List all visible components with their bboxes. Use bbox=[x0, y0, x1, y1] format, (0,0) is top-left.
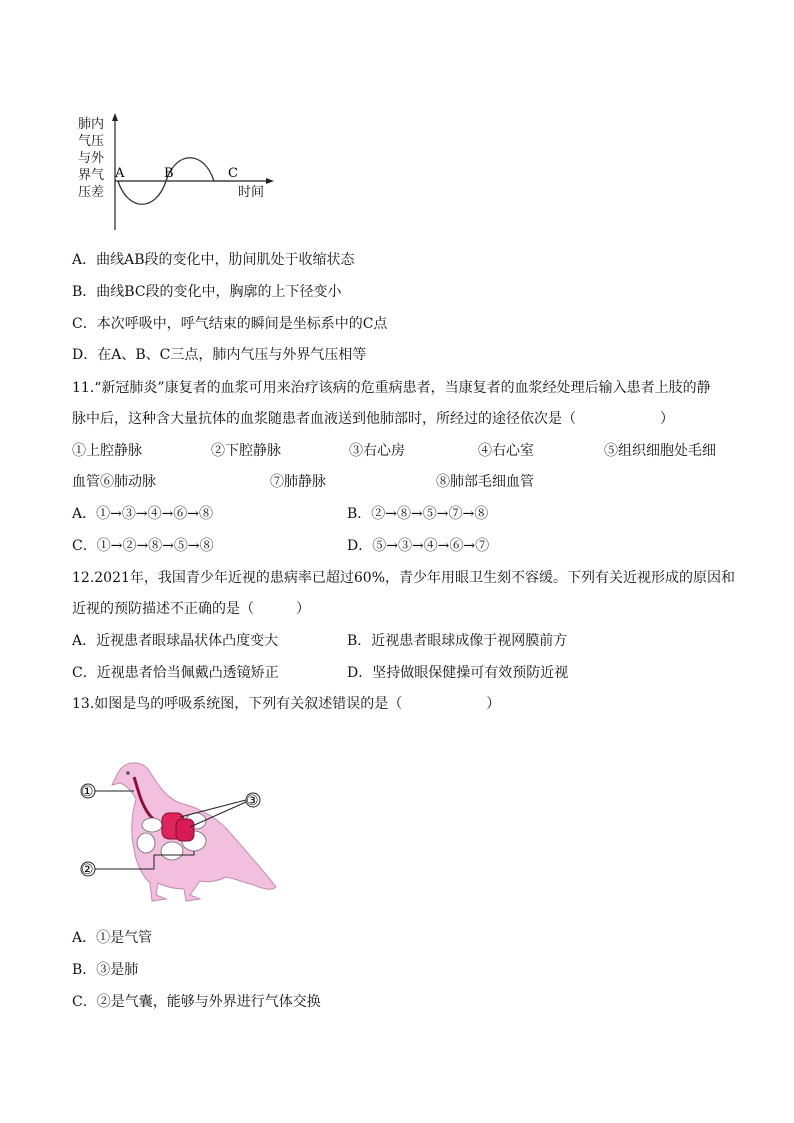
bird-eye bbox=[126, 771, 130, 775]
graph-ylabel-line: 压差 bbox=[77, 185, 104, 200]
q11-item: ⑦肺静脉 bbox=[270, 474, 326, 490]
graph-ylabel-line: 气压 bbox=[77, 134, 104, 149]
y-axis-arrow bbox=[112, 113, 118, 121]
label-1: ① bbox=[81, 784, 94, 800]
q11-item: ④右心室 bbox=[478, 443, 534, 459]
lung bbox=[176, 819, 194, 841]
q12-stem-line1: 12.2021年，我国青少年近视的患病率已超过60%，青少年用眼卫生刻不容缓。下列有关近视形成的原因和 bbox=[72, 570, 736, 586]
q11-option-b: B．②→⑧→⑤→⑦→⑧ bbox=[347, 506, 489, 522]
q11-stem-line2: 脉中后，这种含大量抗体的血浆随患者血液送到他肺部时，所经过的途径依次是（ ） bbox=[72, 411, 674, 427]
q13-option-c: C．②是气囊，能够与外界进行气体交换 bbox=[72, 994, 321, 1010]
point-label-c: C bbox=[228, 166, 238, 181]
q11-item: ②下腔静脉 bbox=[211, 443, 281, 459]
graph-ylabel-line: 肺内 bbox=[77, 117, 104, 132]
q10-option-c: C．本次呼吸中，呼气结束的瞬间是坐标系中的C点 bbox=[72, 316, 388, 332]
q11-option-c: C．①→②→⑧→⑤→⑧ bbox=[72, 538, 214, 554]
q12-stem-line2: 近视的预防描述不正确的是（ ） bbox=[72, 601, 310, 617]
q11-stem-line1: 11.“新冠肺炎”康复者的血浆可用来治疗该病的危重病患者，当康复者的血浆经处理后输入患者上肢的静 bbox=[72, 380, 711, 396]
graph-plot bbox=[110, 112, 278, 232]
air-sac bbox=[161, 842, 183, 860]
q11-item: 血管⑥肺动脉 bbox=[72, 474, 156, 490]
point-label-a: A bbox=[115, 166, 125, 181]
q10-option-a: A．曲线AB段的变化中，肋间肌处于收缩状态 bbox=[72, 252, 355, 268]
air-sac bbox=[137, 833, 155, 853]
q13-option-a: A．①是气管 bbox=[72, 930, 153, 946]
graph-xlabel: 时间 bbox=[238, 185, 265, 200]
x-axis-arrow bbox=[266, 178, 274, 184]
q11-item: ③右心房 bbox=[349, 443, 405, 459]
q10-option-b: B．曲线BC段的变化中，胸廓的上下径变小 bbox=[72, 284, 342, 300]
q13-option-b: B．③是肺 bbox=[72, 962, 139, 978]
pressure-graph bbox=[72, 112, 282, 237]
graph-ylabel bbox=[74, 116, 108, 201]
q11-option-d: D．⑤→③→④→⑥→⑦ bbox=[347, 538, 490, 554]
q11-option-a: A．①→③→④→⑥→⑧ bbox=[72, 506, 214, 522]
bird-respiratory-diagram bbox=[76, 755, 286, 910]
q11-item: ⑤组织细胞处毛细 bbox=[604, 443, 716, 459]
q12-option-a: A．近视患者眼球晶状体凸度变大 bbox=[72, 633, 279, 649]
q11-item: ①上腔静脉 bbox=[72, 443, 142, 459]
q12-option-b: B．近视患者眼球成像于视网膜前方 bbox=[347, 633, 568, 649]
q12-option-c: C．近视患者恰当佩戴凸透镜矫正 bbox=[72, 665, 279, 681]
graph-ylabel-line: 界气 bbox=[77, 168, 104, 183]
q13-stem: 13.如图是鸟的呼吸系统图，下列有关叙述错误的是（ ） bbox=[72, 696, 501, 712]
label-2: ② bbox=[81, 862, 94, 878]
q12-option-d: D．坚持做眼保健操可有效预防近视 bbox=[347, 665, 569, 681]
air-sac bbox=[142, 818, 162, 832]
q11-item: ⑧肺部毛细血管 bbox=[436, 474, 534, 490]
q10-option-d: D．在A、B、C三点，肺内气压与外界气压相等 bbox=[72, 347, 367, 363]
point-label-b: B bbox=[164, 166, 174, 181]
label-3: ③ bbox=[246, 793, 259, 809]
graph-ylabel-line: 与外 bbox=[77, 151, 104, 166]
